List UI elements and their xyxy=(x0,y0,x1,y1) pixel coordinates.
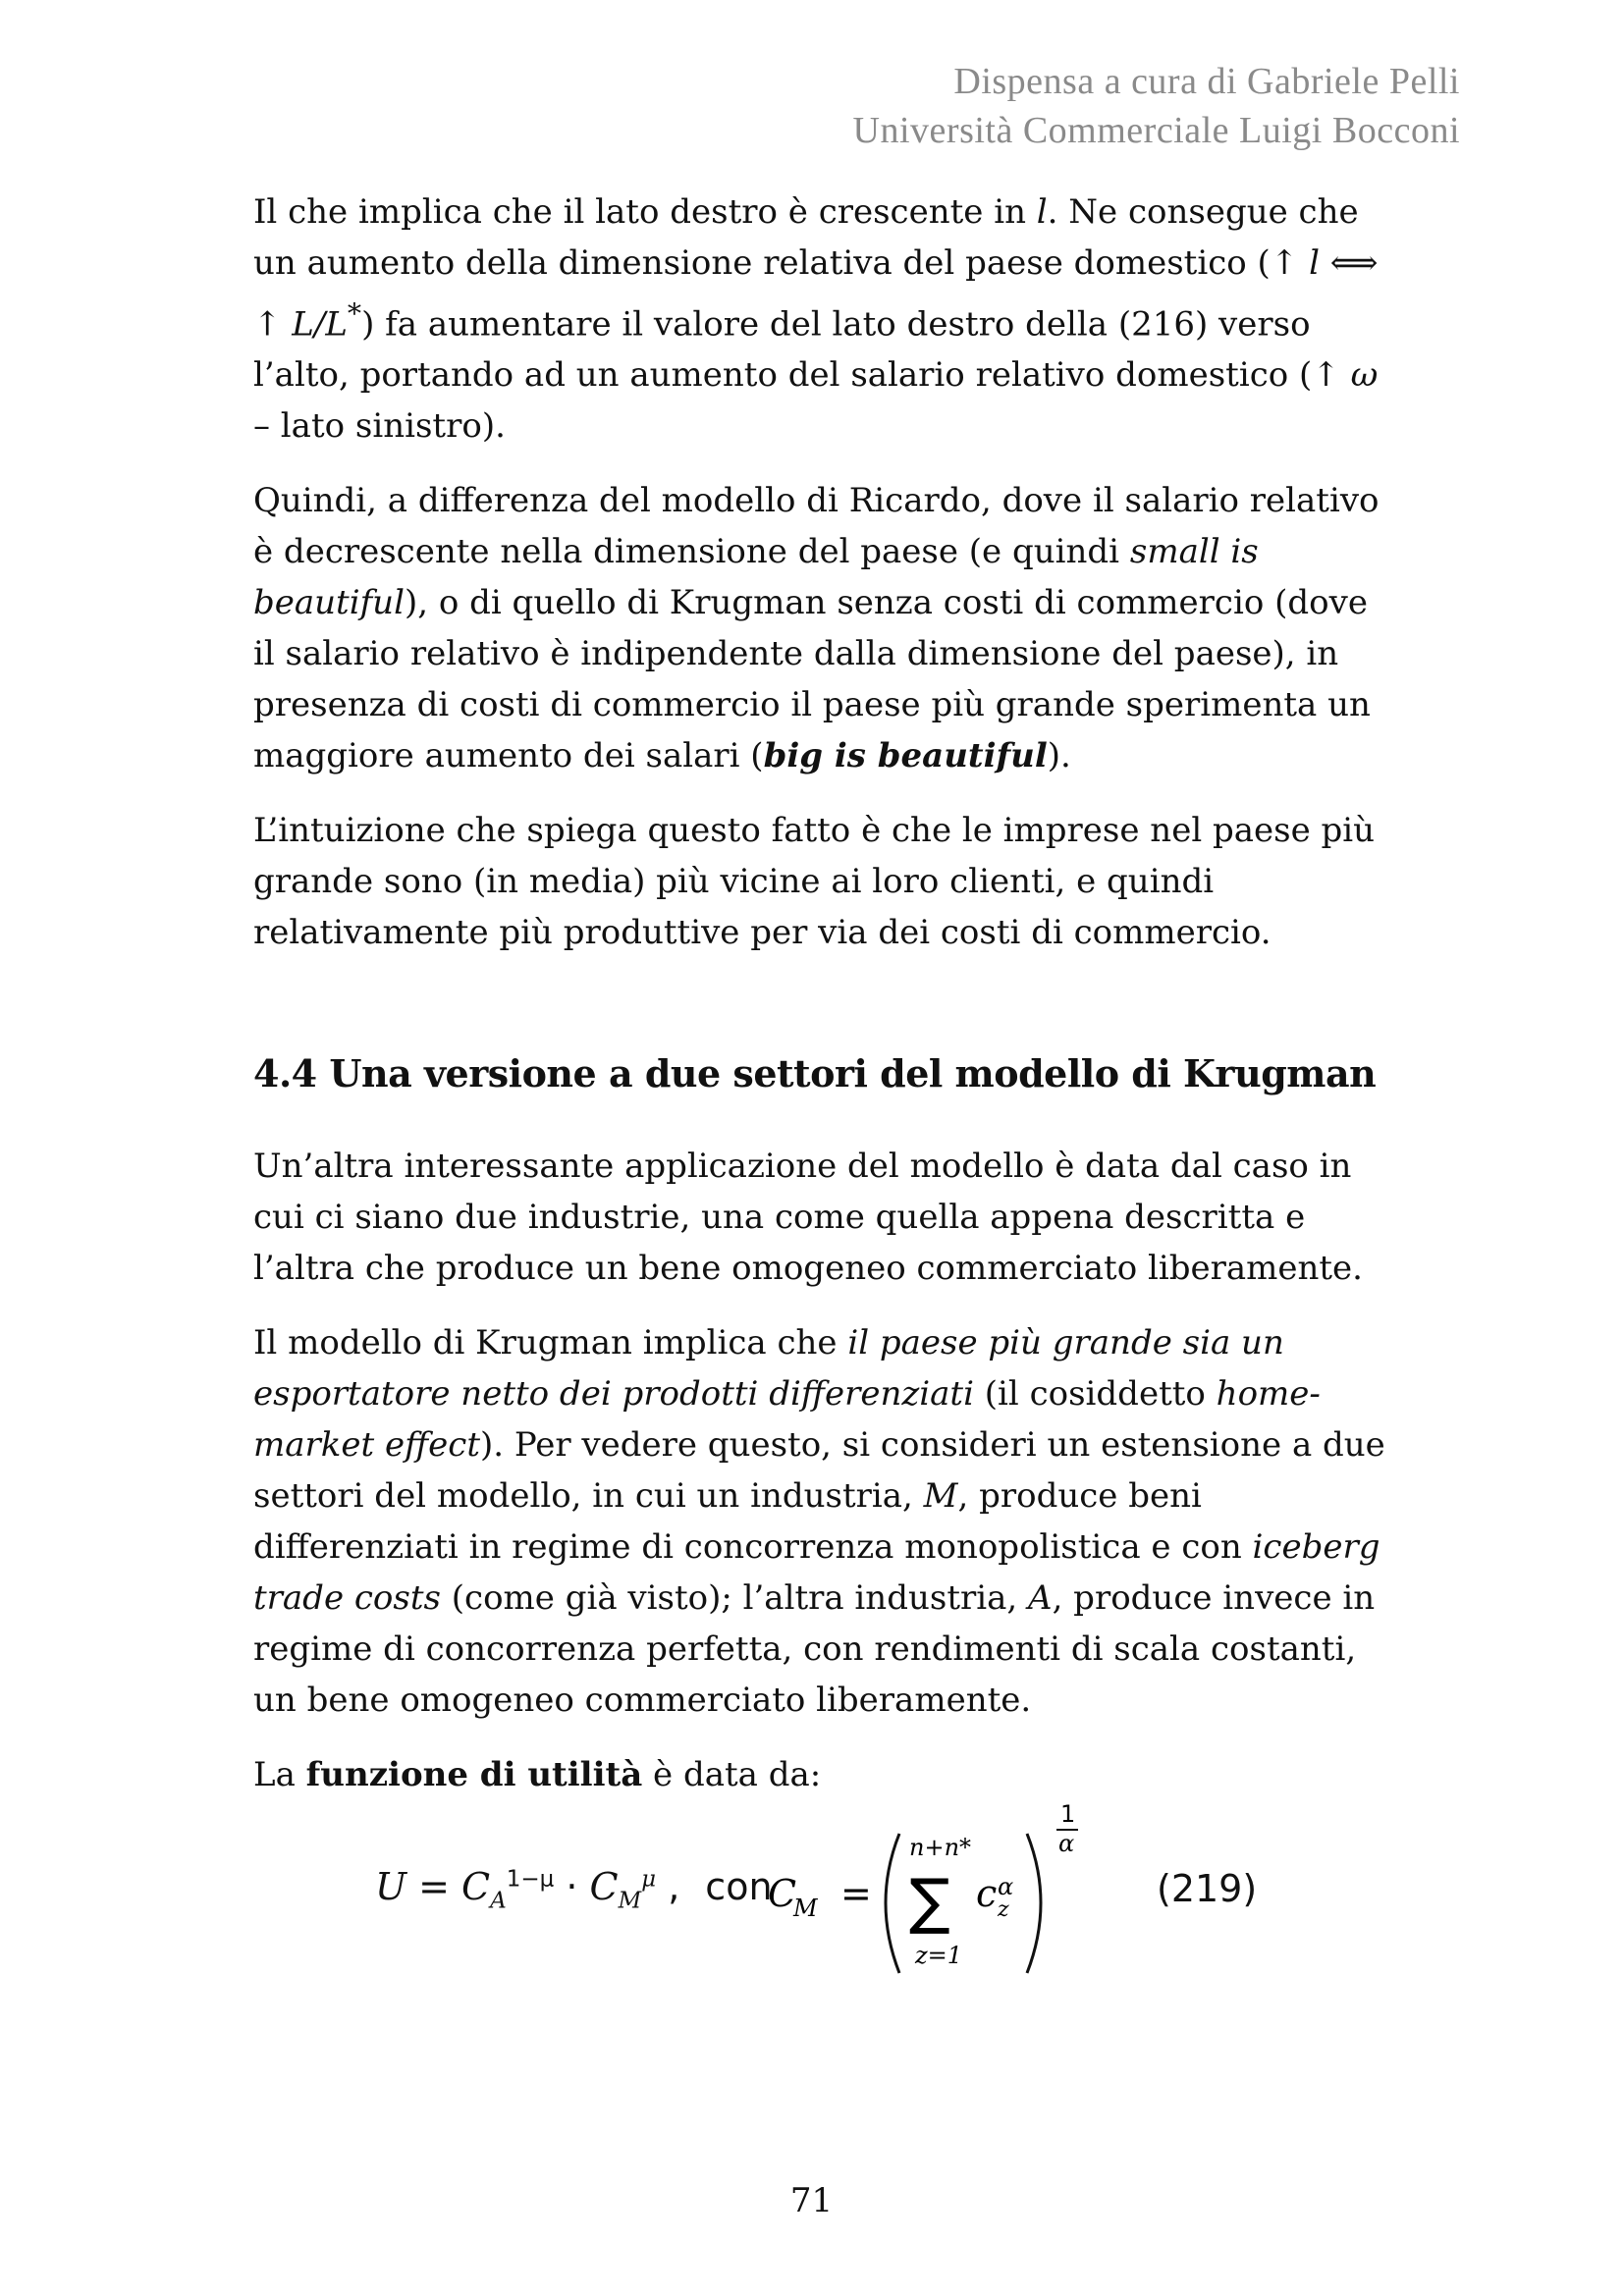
section-number: 4.4 xyxy=(253,1051,317,1096)
cm-symbol: C xyxy=(768,1872,797,1915)
section-title: Una versione a due settori del modello di Krugman xyxy=(329,1051,1377,1096)
paragraph-2: Quindi, a differenza del modello di Ricardo, dove il salario relativo è decrescente nella dimensione del paese (e quindi small is beautiful), o di quello di Krugman senza costi di commercio (dove il salario relativo è indipendente dalla dimensione del paese), in presenza di costi di commercio il paese più grande sperimenta un maggiore aumento dei salari (big is beautiful). xyxy=(253,481,1380,776)
paragraph-1: Il che implica che il lato destro è crescente in l. Ne consegue che un aumento della dimensione relativa del paese domestico (↑ l ⟺ ↑ L/L*) fa aumentare il valore del lato destro della (216) verso l’alto, portando ad un aumento del salario relativo domestico (↑ ω – lato sinistro). xyxy=(253,192,1379,447)
running-header xyxy=(853,57,1460,155)
utility-function-lhs: $U = C_A^{1-\mu} \cdot C_M^\mu$ , con xyxy=(375,1865,773,1914)
equals-sign: = xyxy=(840,1872,872,1915)
sum-upper-limit: n+n* xyxy=(909,1834,972,1861)
left-paren xyxy=(886,1834,899,1973)
right-paren xyxy=(1027,1834,1041,1973)
paragraph-3: L’intuizione che spiega questo fatto è che le imprese nel paese più grande sono (in media) più vicine ai loro clienti, e quindi relativamente più produttive per via dei costi di commercio. xyxy=(253,811,1376,953)
header-line-university: Università Commerciale Luigi Bocconi xyxy=(852,110,1460,151)
c-subscript: z xyxy=(998,1897,1009,1922)
section-heading xyxy=(253,1044,1392,1103)
page-body xyxy=(253,187,1392,1800)
cm-subscript: M xyxy=(793,1895,818,1922)
emphasis-big-is-beautiful: big is beautiful xyxy=(763,736,1048,776)
sum-symbol: ∑ xyxy=(909,1865,950,1937)
sum-lower-limit: z=1 xyxy=(915,1942,963,1969)
paragraph-4: Un’altra interessante applicazione del modello è data dal caso in cui ci siano due industrie, una come quella appena descritta e l’altra che produce un bene omogeneo commerciato liberamente. xyxy=(253,1147,1363,1289)
emphasis-small-is-beautiful: small is beautiful xyxy=(253,532,1259,623)
page-number: 71 xyxy=(789,2181,834,2220)
header-line-author: Dispensa a cura di Gabriele Pelli xyxy=(953,61,1460,102)
equation-number: (219) xyxy=(1157,1867,1258,1910)
c-symbol: c xyxy=(976,1872,998,1915)
paragraph-5: Il modello di Krugman implica che il paese più grande sia un esportatore netto dei prodotti differenziati (il cosiddetto home-market effect). Per vedere questo, si consideri un estensione a due settori del modello, in cui un industria, M, produce beni differenziati in regime di concorrenza monopolistica e con iceberg trade costs (come già visto); l’altra industria, A, produce invece in regime di concorrenza perfetta, con rendimenti di scala costanti, un bene omogeneo commerciato liberamente. xyxy=(253,1323,1385,1721)
c-superscript: α xyxy=(998,1873,1014,1900)
exponent-numerator: 1 xyxy=(1060,1804,1076,1828)
paragraph-6: La funzione di utilità è data da: xyxy=(253,1755,822,1795)
equation-219 xyxy=(253,1804,1392,2001)
exponent-denominator: α xyxy=(1058,1830,1075,1857)
